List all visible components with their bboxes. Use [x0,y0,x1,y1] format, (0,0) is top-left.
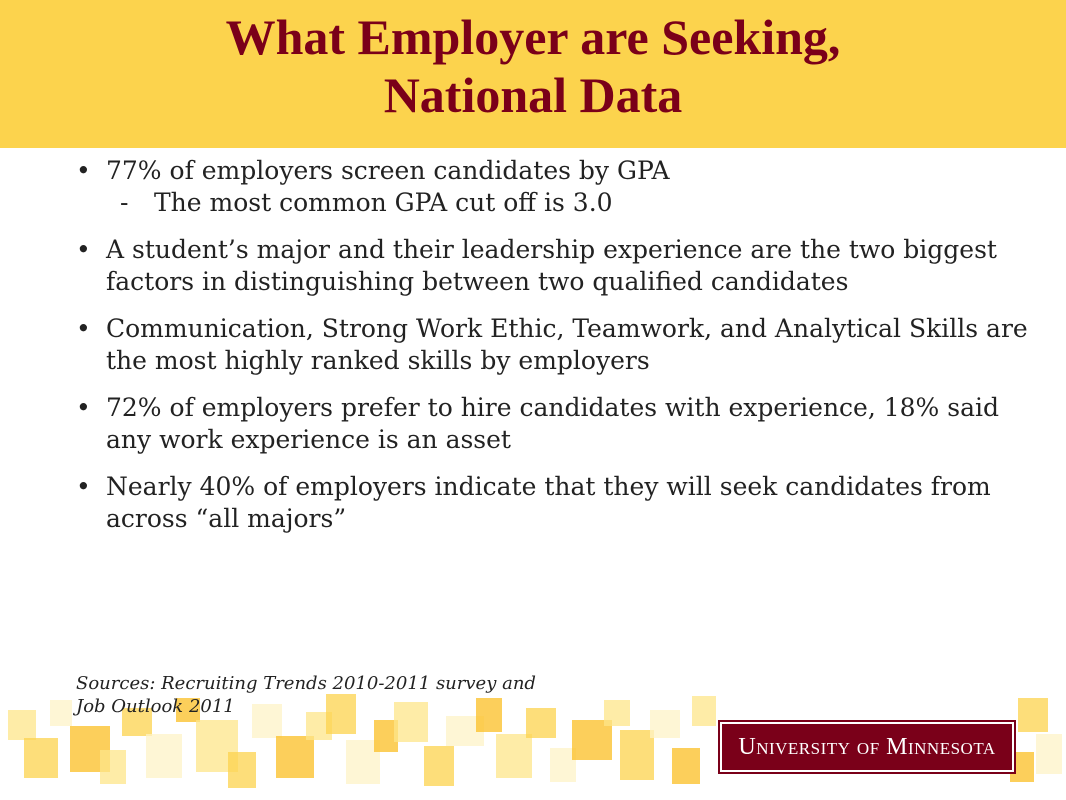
bullet-text: A student’s major and their leadership experience are the two biggest factors in distinguishing between two qualified candidates [106,235,997,296]
decor-square [146,734,182,778]
decor-square [1018,698,1048,732]
bullet-dot: • [76,235,91,264]
bullet-text: Nearly 40% of employers indicate that they will seek candidates from across “all majors” [106,472,991,533]
decor-square [50,700,72,726]
bullet-list [76,155,1036,550]
sub-bullet-gpa-cutoff [106,187,1036,219]
decor-square [496,734,532,778]
decor-square [8,710,36,740]
sources-line-1: Sources: Recruiting Trends 2010-2011 survey and [76,673,536,694]
university-logo-text: University of Minnesota [738,733,996,760]
bullet-item-gpa-screening [76,155,1036,219]
bullet-item-major-leadership [76,234,1036,298]
bullet-dot: • [76,393,91,422]
bullet-dot: • [76,156,91,185]
decor-square [276,736,314,778]
bullet-text: 77% of employers screen candidates by GPA [106,156,670,185]
slide-title-line-1: What Employer are Seeking, [225,9,841,65]
sources-line-2: Job Outlook 2011 [76,696,235,717]
bullet-text: 72% of employers prefer to hire candidates with experience, 18% said any work experience is an asset [106,393,999,454]
bullet-item-ranked-skills [76,313,1036,377]
bullet-item-experience [76,392,1036,456]
sources-note [76,672,696,718]
slide-title-line-2: National Data [383,67,683,123]
bullet-dot: • [76,472,91,501]
decor-square [24,738,58,778]
bullet-item-all-majors [76,471,1036,535]
decor-square [100,750,126,784]
decor-square [1036,734,1062,774]
university-logo [720,722,1014,772]
slide-title [0,8,1066,124]
bullet-text: Communication, Strong Work Ethic, Teamwork, and Analytical Skills are the most highly ranked skills by employers [106,314,1028,375]
decor-square [620,730,654,780]
sub-bullet-text: The most common GPA cut off is 3.0 [154,188,613,217]
sub-bullet-dash: - [120,188,129,217]
decor-square [228,752,256,788]
decor-square [424,746,454,786]
decor-square [672,748,700,784]
bullet-dot: • [76,314,91,343]
